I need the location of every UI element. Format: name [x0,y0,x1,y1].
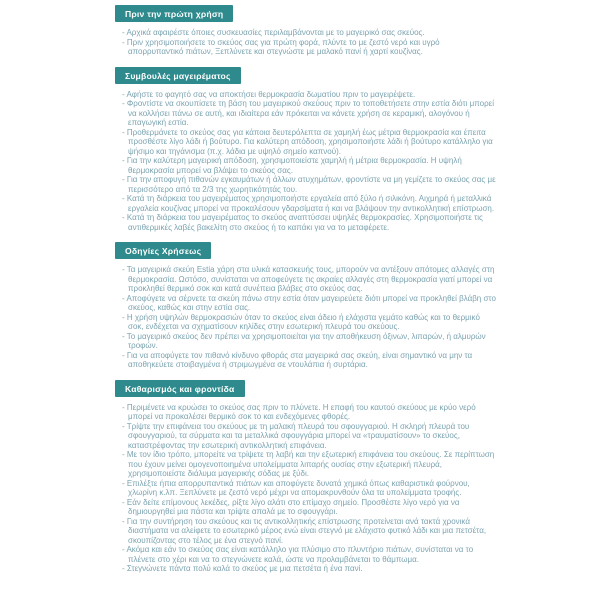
bullet-item: - Για την καλύτερη μαγειρική απόδοση, χρησιμοποιείστε χαμηλή ή μέτρια θερμοκρασία. Η υψηλή θερμοκρασία μπορεί να βλάψει το σκεύος σας. [122,156,496,175]
section-title-badge: Πριν την πρώτη χρήση [115,5,233,22]
section-title-badge: Οδηγίες Χρήσεως [115,242,211,259]
bullet-item: - Για να αποφύγετε τον πιθανό κίνδυνο φθοράς στα μαγειρικά σας σκεύη, είναι σημαντικό να μην τα αποθηκεύετε στοιβαγμένα ή στριμωγμένα σε ντουλάπια ή συρτάρια. [122,351,496,370]
section-title-badge: Καθαρισμός και φροντίδα [115,380,245,397]
bullet-item: - Για την συντήρηση του σκεύους και τις αντικολλητικής επίστρωσης προτείνεται ανά τακτά χρονικά διαστήματα να αλείφετε το εσωτερικό μέρος ενώ είναι στεγνό με ελάχιστο φυτικό λάδι και μια πετσέτα, σκουπίζοντας στο τέλος με ένα στεγνό πανί. [122,517,496,546]
bullet-item: - Επιλέξτε ήπια απορρυπαντικά πιάτων και αποφύγετε δυνατά χημικά όπως καθαριστικά φούρνου, χλωρίνη κ.λπ. Ξεπλύνετε με ζεστό νερό μέχρι να απομακρυνθούν όλα τα υπολείμματα τροφής. [122,479,496,498]
bullet-item: - Κατά τη διάρκεια του μαγειρέματος χρησιμοποιήστε εργαλεία από ξύλο ή σιλικόνη. Αιχμηρά ή μεταλλικά εργαλεία κουζίνας μπορεί να προκαλέσουν γδαρσίματα ή και να βλάψουν την αντικολλητική επίστρωση. [122,194,496,213]
bullet-item: - Αφήστε το φαγητό σας να αποκτήσει θερμοκρασία δωματίου πριν το μαγειρέψετε. [122,90,496,100]
bullet-item: - Περιμένετε να κρυώσει το σκεύος σας πριν το πλύνετε. Η επαφή του καυτού σκεύους με κρύο νερό μπορεί να προκαλέσει θερμικό σοκ το και ενδεχόμενες φθορές. [122,403,496,422]
section-before-first-use [115,4,500,57]
bullet-item: - Προθερμάνετε το σκεύος σας για κάποια δευτερόλεπτα σε χαμηλή έως μέτρια θερμοκρασία και έπειτα προσθέστε λίγο λάδι ή βούτυρο. Για καλύτερη απόδοση, χρησιμοποιήστε λάδι ή βούτυρο κατάλληλο για ψήσιμο και τηγάνισμα (π.χ. λάδια με υψηλό σημείο καπνού). [122,128,496,157]
bullet-item: - Ακόμα και εάν το σκεύος σας είναι κατάλληλο για πλύσιμο στο πλυντήριο πιάτων, συνίσταται να το πλένετε στο χέρι και να το στεγνώνετε καλά, ώστε να προλαμβάνεται το θάμπωμα. [122,545,496,564]
bullet-list [115,90,496,233]
bullet-item: - Για την αποφυγή πιθανών εγκαυμάτων ή άλλων ατυχημάτων, φροντίστε να μη γεμίζετε το σκεύος σας με περισσότερο από τα 2/3 της χωρητικότητάς του. [122,175,496,194]
bullet-item: - Αρχικά αφαιρέστε όποιες συσκευασίες περιλαμβάνονται με το μαγειρικό σας σκεύος. [122,28,496,38]
bullet-item: - Τα μαγειρικά σκεύη Estia χάρη στα υλικά κατασκευής τους, μπορούν να αντέξουν απότομες αλλαγές στη θερμοκρασία. Ωστόσο, συνίσταται να αποφεύγετε τις ακραίες αλλαγές στη θερμοκρασία γιατί μπορεί να προκληθεί θερμικό σοκ και κατά συνέπεια βλάβες στο σκεύος σας. [122,265,496,294]
bullet-item: - Στεγνώνετε πάντα πολύ καλά το σκεύος με μια πετσέτα ή ένα πανί. [122,564,496,574]
bullet-item: - Τρίψτε την επιφάνεια του σκεύους με τη μαλακή πλευρά του σφουγγαριού. Η σκληρή πλευρά του σφουγγαριού, τα σύρματα και τα μεταλλικά σφουγγάρια μπορεί να «τραυματίσουν» το σκεύος, καταστρέφοντας την εσωτερική αντικολλητική επιφάνεια. [122,422,496,451]
section-usage-instructions [115,241,500,370]
bullet-item: - Εάν δείτε επίμονους λεκέδες, ρίξτε λίγο αλάτι στο επίμαχο σημείο. Προσθέστε λίγο νερό για να δημιουργηθεί μια πάστα και τρίψτε απαλά με το σφουγγάρι. [122,498,496,517]
bullet-item: - Αποφύγετε να σέρνετε τα σκεύη πάνω στην εστία όταν μαγειρεύετε διότι μπορεί να προκληθεί βλάβη στο σκεύος, καθώς και στην εστία σας. [122,294,496,313]
bullet-item: - Κατά τη διάρκεια του μαγειρέματος το σκεύος αναπτύσσει υψηλές θερμοκρασίες. Χρησιμοποιήστε τις αντιθερμικές λαβές βακελίτη στο σκεύος ή το καπάκι για να το μεταφέρετε. [122,213,496,232]
section-cooking-tips [115,66,500,233]
bullet-item: - Το μαγειρικό σκεύος δεν πρέπει να χρησιμοποιείται για την αποθήκευση όξινων, λιπαρών, ή αλμυρών τροφών. [122,332,496,351]
bullet-item: - Φροντίστε να σκουπίσετε τη βάση του μαγειρικού σκεύους πριν το τοποθετήσετε στην εστία διότι μπορεί να κολλήσει πάνω σε αυτή, και ιδιαίτερα εάν πρόκειται να κάνετε χρήση σε κεραμική, αλογόνου ή επαγωγική εστία. [122,99,496,128]
bullet-item: - Με τον ίδιο τρόπο, μπορείτε να τρίψετε τη λαβή και την εξωτερική επιφάνεια του σκεύους. Σε περίπτωση που έχουν μείνει ομογενοποιημένα υπολείμματα λιπαρής ουσίας στην εξωτερική πλευρά, χρησιμοποιείστε διάλυμα μαγειρικής σόδας με ξύδι. [122,450,496,479]
section-cleaning-care [115,379,500,574]
bullet-list [115,403,496,574]
bullet-list [115,265,496,370]
bullet-item: - Η χρήση υψηλών θερμοκρασιών όταν το σκεύος είναι άδειο ή ελάχιστα γεμάτο καθώς και το θερμικό σοκ, ενδέχεται να σχηματίσουν κηλίδες στην εσωτερική πλευρά του σκεύους. [122,313,496,332]
bullet-list [115,28,496,57]
section-title-badge: Συμβουλές μαγειρέματος [115,67,241,84]
bullet-item: - Πριν χρησιμοποιήσετε το σκεύος σας για πρώτη φορά, πλύντε το με ζεστό νερό και υγρό απορρυπαντικό πιάτων, Ξεπλύνετε και στεγνώστε με μαλακό πανί ή χαρτί κουζίνας. [122,38,496,57]
